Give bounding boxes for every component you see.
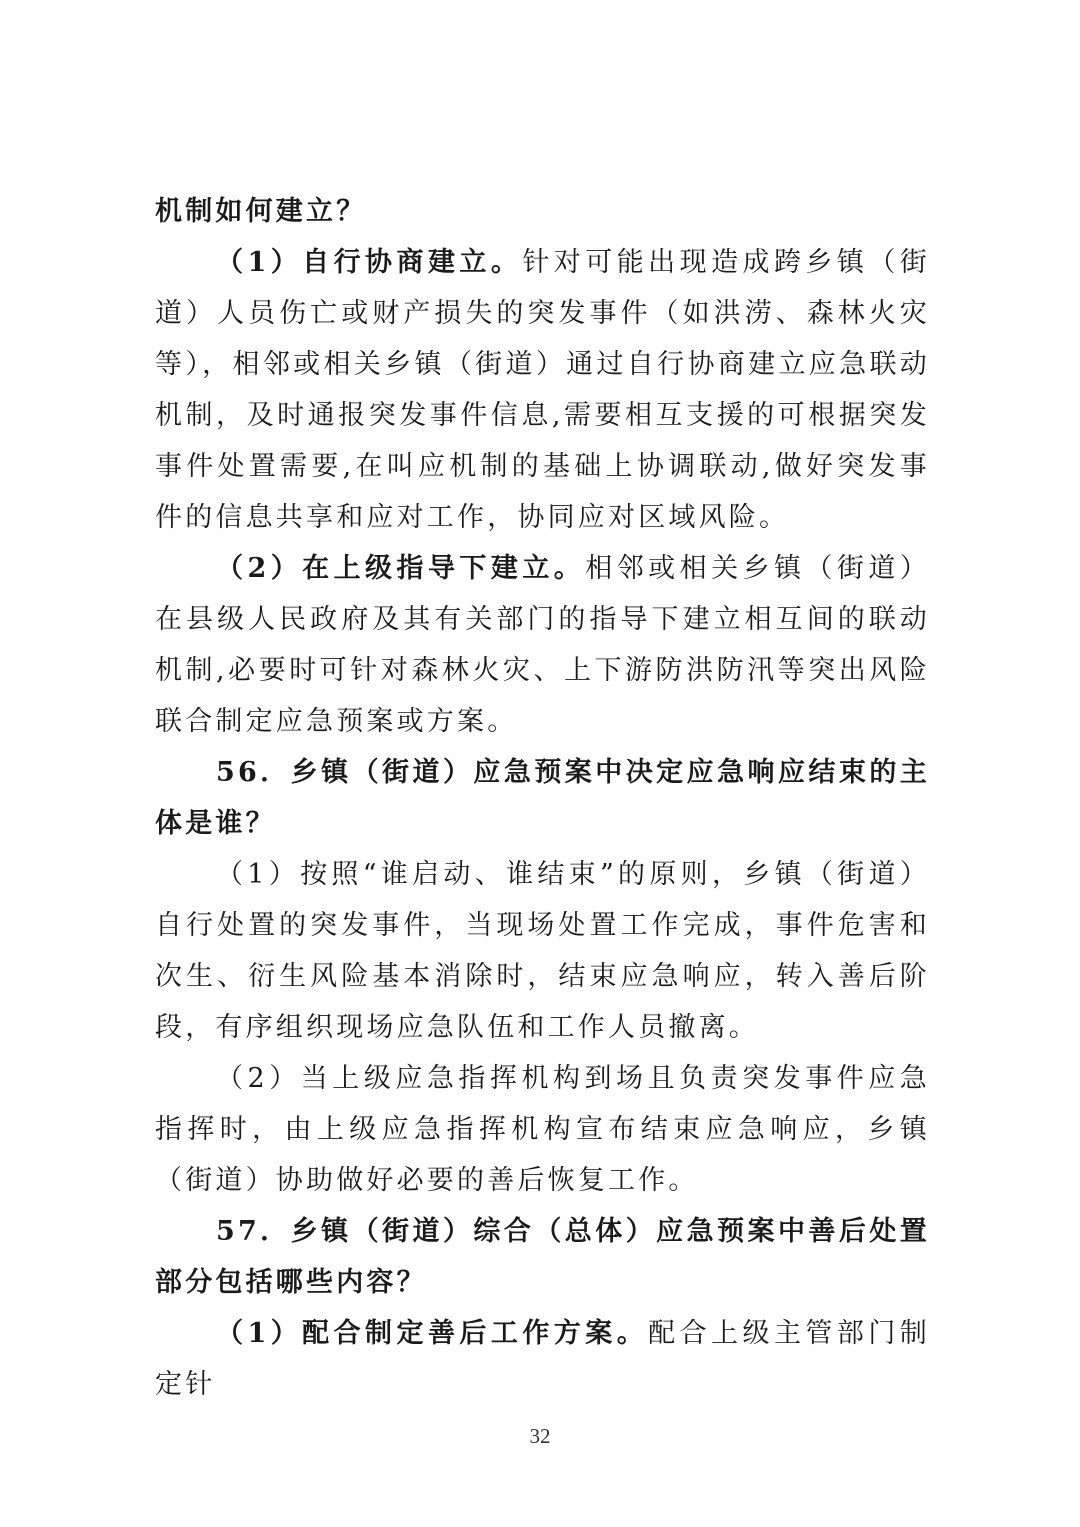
paragraph-aftermath-plan [155, 1308, 930, 1410]
paragraph-body: （2）当上级应急指挥机构到场且负责突发事件应急指挥时，由上级应急指挥机构宣布结束应急响应，乡镇（街道）协助做好必要的善后恢复工作。 [155, 1063, 930, 1196]
paragraph-superior-guidance [155, 543, 930, 747]
paragraph-self-negotiation [155, 237, 930, 543]
paragraph-lead: （1）配合制定善后工作方案。 [216, 1318, 649, 1349]
page-number: 32 [529, 1424, 551, 1448]
page-body [155, 186, 930, 1410]
heading-continuation: 机制如何建立？ [155, 196, 367, 227]
paragraph-body: 针对可能出现造成跨乡镇（街道）人员伤亡或财产损失的突发事件（如洪涝、森林火灾等），相邻或相关乡镇（街道）通过自行协商建立应急联动机制，及时通报突发事件信息,需要相互支援的可根据突发事件处置需要,在叫应机制的基础上协调联动,做好突发事件的信息共享和应对工作，协同应对区域风险。 [155, 247, 930, 533]
paragraph-body: 相邻或相关乡镇（街道）在县级人民政府及其有关部门的指导下建立相互间的联动机制,必要时可针对森林火灾、上下游防洪防汛等突出风险联合制定应急预案或方案。 [155, 553, 930, 737]
paragraph-who-starts-who-ends [155, 849, 930, 1053]
question-56: 56．乡镇（街道）应急预案中决定应急响应结束的主体是谁？ [155, 757, 930, 839]
paragraph-lead: （1）自行协商建立。 [216, 247, 523, 278]
paragraph-body: （1）按照“谁启动、谁结束”的原则，乡镇（街道）自行处置的突发事件，当现场处置工作完成，事件危害和次生、衍生风险基本消除时，结束应急响应，转入善后阶段，有序组织现场应急队伍和工作人员撤离。 [155, 859, 930, 1043]
paragraph-body: 配合上级主管部门制定针 [155, 1318, 930, 1400]
question-57: 57．乡镇（街道）综合（总体）应急预案中善后处置部分包括哪些内容？ [155, 1216, 930, 1298]
paragraph-lead: （2）在上级指导下建立。 [216, 553, 586, 584]
paragraph-superior-command [155, 1053, 930, 1206]
